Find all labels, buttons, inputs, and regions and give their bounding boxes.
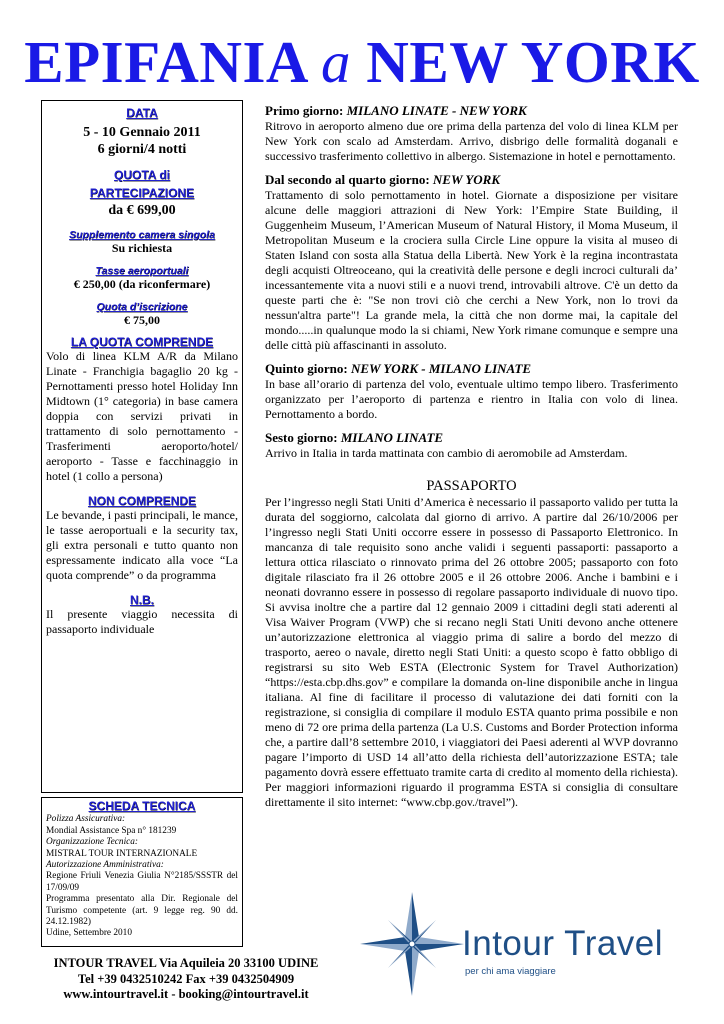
day1-label: Primo giorno: (265, 103, 347, 118)
includes-heading: LA QUOTA COMPRENDE (70, 335, 214, 349)
nb-heading: N.B. (130, 593, 154, 607)
place-date: Udine, Settembre 2010 (46, 928, 132, 939)
footer-web[interactable]: www.intourtravel.it - booking@intourtravel.it (63, 987, 309, 1001)
brand-tagline: per chi ama viaggiare (465, 966, 556, 977)
brand-name (462, 925, 663, 963)
day6-text: Arrivo in Italia in tarda mattinata con cambio di aeromobile ad Amsterdam. (265, 446, 628, 460)
brand-travel: Travel (554, 924, 664, 963)
trip-info-box (41, 100, 243, 793)
day6-route: MILANO LINATE (340, 430, 444, 445)
organization-value: MISTRAL TOUR INTERNAZIONALE (46, 848, 198, 859)
excludes-heading: NON COMPRENDE (87, 494, 196, 508)
airport-taxes-heading: Tasse aeroportuali (95, 265, 189, 277)
trip-dates: 5 - 10 Gennaio 2011 (83, 125, 201, 140)
day5-heading (265, 361, 678, 377)
day5-label: Quinto giorno: (265, 361, 351, 376)
includes-text: Volo di linea KLM A/R da Milano Linate - Franchigia bagaglio 20 kg - Pernottamenti presso hotel Holiday Inn Midtown (1° categoria) in base camera doppia con servizi privati in trattamento di solo pernottamento - Trasferimenti aeroporto/hotel/ aeroporto - Tasse e facchinaggio in hotel (1 collo a persona) (46, 349, 238, 483)
quota-heading: QUOTA di PARTECIPAZIONE (89, 168, 195, 200)
excludes-text: Le bevande, i pasti principali, le mance, le tasse aeroportuali e la security tax, gli extra personali e tutto quanto non espressamente indicato alla voce “La quota comprende” o da programma (46, 508, 238, 582)
day1-route: MILANO LINATE - NEW YORK (346, 103, 527, 118)
data-heading: DATA (126, 106, 158, 120)
itinerary-column (265, 103, 678, 810)
nb-text: Il presente viaggio necessita di passaporto individuale (46, 607, 238, 636)
footer-phone: Tel +39 0432510242 Fax +39 0432504909 (77, 971, 295, 986)
day5-text: In base all’orario di partenza del volo, eventuale ultimo tempo libero. Trasferimento organizzato per l’aeroporto di partenza e rientro in Italia con volo di linea. Pernottamento a bordo. (265, 377, 678, 421)
day1-heading (265, 103, 678, 119)
title-part-3: NEW YORK (351, 29, 700, 95)
trip-price: da € 699,00 (108, 203, 176, 218)
program-note: Programma presentato alla Dir. Regionale del Turismo competente (art. 9 legge reg. 90 dd. 24.12.1982) (46, 894, 238, 928)
insurance-label: Polizza Assicurativa: (46, 814, 126, 825)
day5-route: NEW YORK - MILANO LINATE (350, 361, 532, 376)
trip-duration: 6 giorni/4 notti (97, 142, 187, 157)
brand-in: In (462, 924, 493, 963)
passport-text: Per l’ingresso negli Stati Uniti d’America è necessario il passaporto valido per tutta la durata del soggiorno, calcolata dal giorno di arrivo. A partire dal 26/10/2006 per l’ingresso negli Stati Uniti occorre essere in possesso di Passaporto Elettronico. In mancanza di tale requisito sono anche validi i seguenti passaporti: passaporto a lettura ottica rilasciato o rinnovato prima del 26 ottobre 2005; passaporto con foto digitale rilasciato fra il 26 ottobre 2005 e il 26 ottobre 2006. Anche i bambini e i neonati dovranno essere in possesso di regolare passaporto individuale di nuovo tipo. Si avvisa inoltre che a partire dal 12 gennaio 2009 i cittadini degli stati aderenti al Visa Waiver Program (VWP) che si recano negli Stati Uniti devono anche ottenere un’autorizzazione elettronica al viaggio prima di salire a bordo del mezzo di trasporto, aereo o navale, diretto negli Stati Uniti: a questo scopo è fatto obbligo di registrarsi su sito Web ESTA (Electronic System for Travel Authorization) “https://esta.cbp.dhs.gov” e compilare la domanda on-line disponibile anche in lingua italiana. Al fine di facilitare il processo di valutazione dei dati forniti con la registrazione, si consiglia di compilare il modulo ESTA quanto prima possibile e non meno di 72 ore prima della partenza (La U.S. Customs and Border Protection informa che, a partire dall’8 settembre 2010, i viaggiatori dei Paesi aderenti al WVP dovranno pagare l’importo di USD 14 all’atto della richiesta dell’autorizzazione ESTA; tale pagamento dovrà essere effettuato tramite carta di credito al momento della richiesta). Per maggiori informazioni riguardo il programma ESTA si consiglia di consultare direttamente il sito internet: “www.cbp.gov./travel”). (265, 495, 678, 809)
registration-fee-value: € 75,00 (124, 313, 160, 327)
registration-fee-heading: Quota d’iscrizione (96, 301, 188, 313)
tech-sheet-box (41, 797, 243, 947)
authorization-value: Regione Friuli Venezia Giulia N°2185/SSSTR del 17/09/09 (46, 871, 238, 893)
day2-4-route: NEW YORK (432, 172, 500, 187)
day6-heading (265, 430, 678, 446)
brand-tour: tour (492, 924, 555, 963)
tech-sheet-heading: SCHEDA TECNICA (88, 799, 196, 813)
day1-text: Ritrovo in aeroporto almeno due ore prima della partenza del volo di linea KLM per New York con scalo ad Amsterdam. Arrivo, disbrigo delle formalità doganali e successivo trasferimento collettivo in albergo. Sistemazione in hotel e pernottamento. (265, 119, 678, 163)
insurance-value: Mondial Assistance Spa n° 181239 (46, 825, 177, 836)
day2-4-heading (265, 172, 678, 188)
airport-taxes-value: € 250,00 (da riconfermare) (73, 277, 211, 291)
single-room-heading: Supplemento camera singola (69, 229, 215, 241)
title-part-2: a (321, 29, 352, 95)
day6-label: Sesto giorno: (265, 430, 341, 445)
day2-4-label: Dal secondo al quarto giorno: (265, 172, 433, 187)
title-part-1: EPIFANIA (24, 29, 322, 95)
single-room-value: Su richiesta (111, 241, 173, 255)
footer-contact (41, 956, 331, 1003)
organization-label: Organizzazione Tecnica: (46, 837, 139, 848)
page-title (0, 30, 724, 94)
footer-address: INTOUR TRAVEL Via Aquileia 20 33100 UDINE (53, 956, 319, 970)
passport-heading: PASSAPORTO (426, 478, 517, 494)
day2-4-text: Trattamento di solo pernottamento in hotel. Giornate a disposizione per visitare alcune delle maggiori attrazioni di New York: l’Empire State Building, il Guggenheim Museum, l’American Museum of Natural History, il Moma Museum, il Metropolitan Museum e la crociera sulla Circle Line oppure la visita al museo di Staten Island con sosta alla Statua della Libertà. New York è la regina incontrastata degli acquisti Oltreoceano, qui la creatività delle persone e degli incroci culturali da’ incessantemente vita a nuovi stili e a nuovi trend, introvabili altrove. C'è un detto da queste parti che è: "Se non trovi ciò che cerchi a New York, non lo trovi da nessun'altra parte"! La grande mela, la città che non dorme mai, la capitale del mondo.....in qualunque modo la si chiami, New York rimane comunque e sempre una delle città più affascinanti in assoluto. (265, 188, 678, 352)
authorization-label: Autorizzazione Amministrativa: (46, 860, 164, 871)
